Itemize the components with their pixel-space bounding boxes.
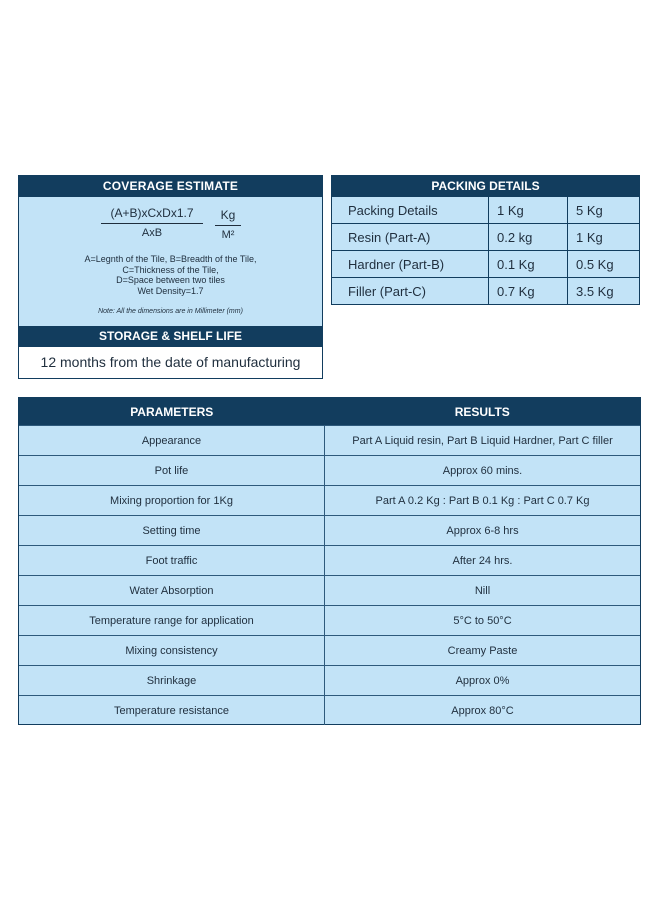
parameter-cell: Appearance xyxy=(19,426,325,456)
parameters-header: PARAMETERS xyxy=(19,398,325,426)
result-cell: Approx 80°C xyxy=(325,696,641,726)
table-cell: 1 Kg xyxy=(489,197,568,224)
table-cell: 0.7 Kg xyxy=(489,278,568,305)
result-cell: Approx 60 mins. xyxy=(325,456,641,486)
result-cell: Nill xyxy=(325,576,641,606)
table-cell: 5 Kg xyxy=(568,197,640,224)
coverage-formula xyxy=(19,206,322,246)
result-cell: After 24 hrs. xyxy=(325,546,641,576)
result-cell: Approx 6-8 hrs xyxy=(325,516,641,546)
table-cell: Packing Details xyxy=(332,197,489,224)
parameter-cell: Temperature resistance xyxy=(19,696,325,726)
table-row xyxy=(19,426,640,456)
coverage-title: COVERAGE ESTIMATE xyxy=(19,176,322,197)
result-cell: Approx 0% xyxy=(325,666,641,696)
formula-fraction xyxy=(101,206,203,240)
definition-line: A=Legnth of the Tile, B=Breadth of the Tile, xyxy=(84,254,257,264)
table-row xyxy=(19,516,640,546)
table-row xyxy=(19,486,640,516)
table-header-row xyxy=(19,398,640,426)
parameter-cell: Pot life xyxy=(19,456,325,486)
table-cell: Resin (Part-A) xyxy=(332,224,489,251)
result-cell: 5°C to 50°C xyxy=(325,606,641,636)
table-row xyxy=(19,546,640,576)
table-row xyxy=(332,224,639,251)
parameter-cell: Shrinkage xyxy=(19,666,325,696)
parameter-cell: Temperature range for application xyxy=(19,606,325,636)
table-row xyxy=(19,696,640,726)
table-row xyxy=(19,576,640,606)
definition-line: Wet Density=1.7 xyxy=(137,285,204,296)
coverage-note: Note: All the dimensions are in Millimeter (mm) xyxy=(98,308,243,315)
table-cell: 1 Kg xyxy=(568,224,640,251)
table-cell: 0.2 kg xyxy=(489,224,568,251)
unit-fraction xyxy=(215,208,241,242)
result-cell: Creamy Paste xyxy=(325,636,641,666)
parameter-cell: Setting time xyxy=(19,516,325,546)
parameter-cell: Mixing proportion for 1Kg xyxy=(19,486,325,516)
unit-numerator: Kg xyxy=(215,208,241,226)
table-row xyxy=(19,666,640,696)
table-row xyxy=(332,251,639,278)
table-row xyxy=(19,456,640,486)
coverage-estimate-panel xyxy=(18,175,323,379)
results-header: RESULTS xyxy=(325,398,641,426)
packing-table xyxy=(332,196,639,304)
parameter-cell: Foot traffic xyxy=(19,546,325,576)
table-cell: Filler (Part-C) xyxy=(332,278,489,305)
packing-details-panel xyxy=(331,175,640,305)
formula-denominator: AxB xyxy=(141,227,163,239)
table-row xyxy=(332,278,639,305)
storage-title: STORAGE & SHELF LIFE xyxy=(19,326,322,347)
result-cell: Part A 0.2 Kg : Part B 0.1 Kg : Part C 0.7 Kg xyxy=(325,486,641,516)
unit-denominator: M² xyxy=(221,229,235,241)
table-row xyxy=(332,197,639,224)
table-cell: Hardner (Part-B) xyxy=(332,251,489,278)
table-row xyxy=(19,606,640,636)
packing-title: PACKING DETAILS xyxy=(332,176,639,196)
definition-line: C=Thickness of the Tile, xyxy=(122,264,219,275)
table-row xyxy=(19,636,640,666)
storage-value: 12 months from the date of manufacturing xyxy=(19,347,322,378)
parameter-cell: Water Absorption xyxy=(19,576,325,606)
parameters-table xyxy=(19,398,640,725)
parameter-cell: Mixing consistency xyxy=(19,636,325,666)
result-cell: Part A Liquid resin, Part B Liquid Hardner, Part C filler xyxy=(325,426,641,456)
table-cell: 0.5 Kg xyxy=(568,251,640,278)
parameters-panel xyxy=(18,397,641,725)
coverage-definitions xyxy=(19,254,322,296)
definition-line: D=Space between two tiles xyxy=(116,275,225,285)
table-cell: 0.1 Kg xyxy=(489,251,568,278)
table-cell: 3.5 Kg xyxy=(568,278,640,305)
formula-numerator: (A+B)xCxDx1.7 xyxy=(101,206,203,224)
